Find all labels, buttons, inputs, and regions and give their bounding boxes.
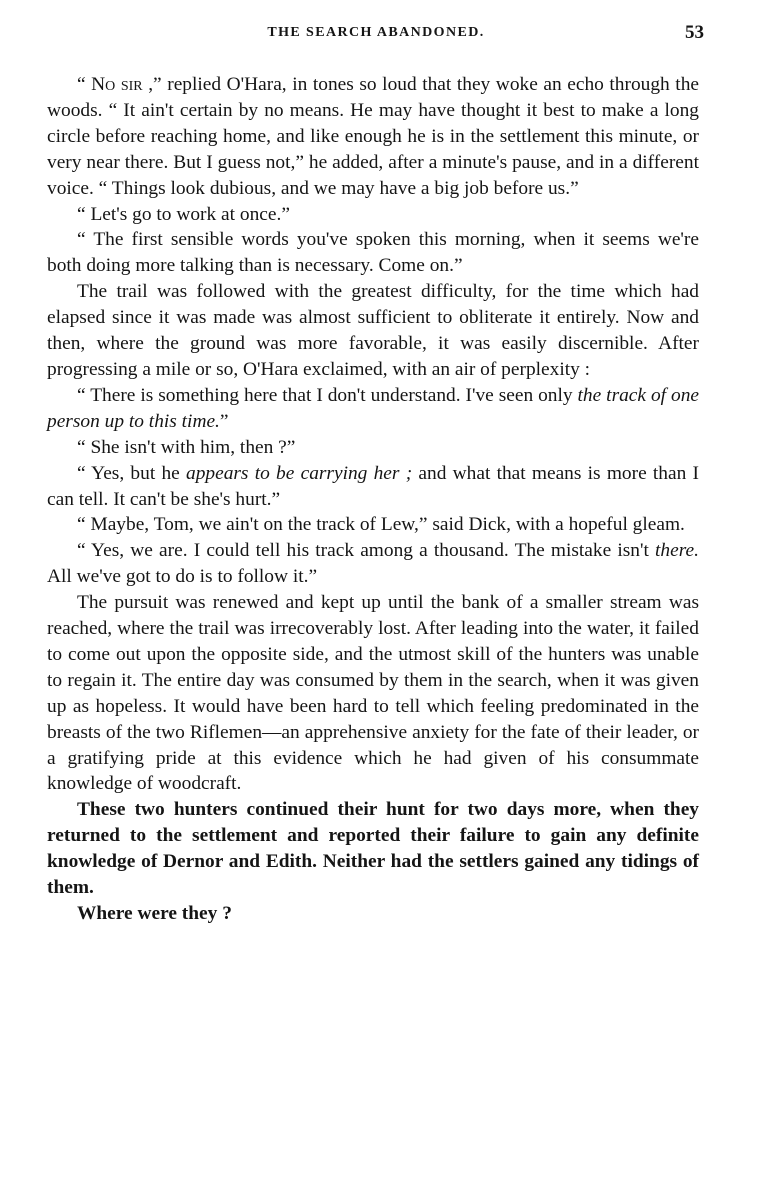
closing-question: Where were they ? bbox=[77, 903, 232, 924]
paragraph: “ Maybe, Tom, we ain't on the track of Lew,” said Dick, with a hopeful gleam. bbox=[77, 514, 685, 536]
paragraph bbox=[47, 461, 699, 513]
paragraph-text: ” bbox=[219, 410, 229, 432]
italic-emphasis: there. bbox=[655, 540, 699, 562]
running-title: THE SEARCH ABANDONED. bbox=[267, 25, 485, 40]
paragraph-text: “ There is something here that I don't understand. I've seen only bbox=[77, 384, 578, 406]
paragraph: The pursuit was renewed and kept up until the bank of a smaller stream was reached, where the trail was irrecoverably lost. After leading into the water, it failed to come out upon the opposite side, and the utmost skill of the hunters was unable to regain it. The entire day was consumed by them in the search, when it was given up as hopeless. It would have been hard to tell which feeling predominated in the breasts of the two Riflemen—an apprehensive anxiety for the fate of their leader, or a gratifying pride at this evidence which he had given of his consummate knowledge of woodcraft. bbox=[47, 592, 699, 795]
paragraph-text: “ Yes, we are. I could tell his track among a thousand. The mistake isn't bbox=[77, 540, 656, 562]
page-number: 53 bbox=[685, 22, 704, 43]
paragraph-text: “ Yes, but he bbox=[77, 462, 186, 484]
paragraph bbox=[47, 383, 699, 435]
paragraph: “ The first sensible words you've spoken this morning, when it seems we're both doing more talking than is necessary. Come on.” bbox=[47, 229, 699, 277]
paragraph bbox=[47, 72, 699, 202]
italic-emphasis: appears to be carrying her ; bbox=[186, 462, 413, 484]
paragraph-text: and what that means is more than I can tell. It can't be she's hurt.” bbox=[47, 462, 700, 510]
running-head bbox=[48, 22, 704, 46]
body-text bbox=[47, 72, 699, 927]
opening-words: “ No sir ,” bbox=[77, 74, 162, 95]
paragraph: “ Let's go to work at once.” bbox=[77, 203, 290, 225]
paragraph: These two hunters continued their hunt for two days more, when they returned to the settlement and reported their failure to gain any definite knowledge of Dernor and Edith. Neither had the settlers gained any tidings of them. bbox=[47, 799, 699, 899]
paragraph: The trail was followed with the greatest difficulty, for the time which had elapsed since it was made was almost sufficient to obliterate it entirely. Now and then, where the ground was more favorable, it was easily discernible. After progressing a mile or so, O'Hara exclaimed, with an air of perplexity : bbox=[47, 281, 699, 380]
paragraph-text: All we've got to do is to follow it.” bbox=[47, 566, 318, 588]
paragraph-text: replied O'Hara, in tones so loud that they woke an echo through the woods. “ It ain't certain by no means. He may have thought it best to make a long circle before reaching home, and like enough he is in the settlement this minute, or very near there. But I guess not,” he added, after a minute's pause, and in a different voice. “ Things look dubious, and we may have a big job before us.” bbox=[47, 74, 699, 199]
paragraph bbox=[47, 538, 699, 590]
italic-emphasis: the track of one person up to this time. bbox=[47, 384, 700, 432]
paragraph: “ She isn't with him, then ?” bbox=[77, 436, 296, 458]
